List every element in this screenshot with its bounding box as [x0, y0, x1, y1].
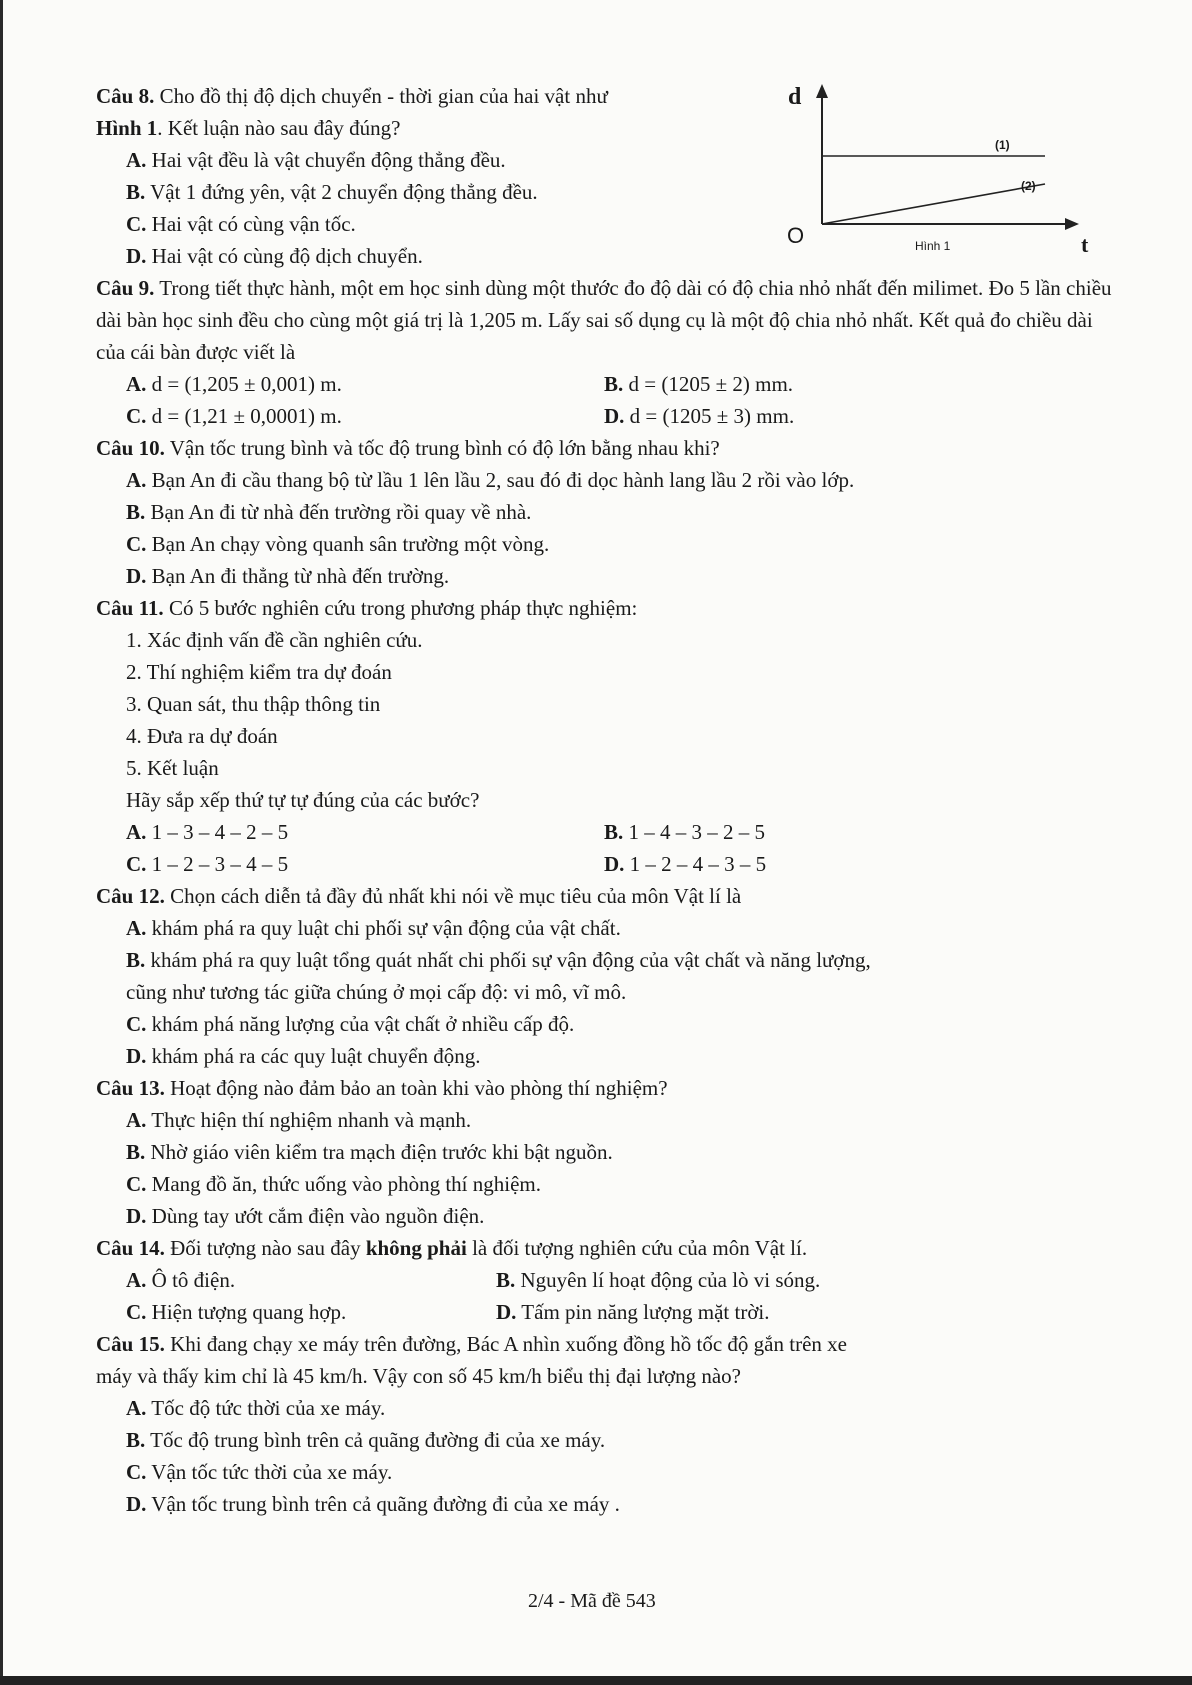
question-number: Câu 15.: [96, 1332, 165, 1356]
option-b[interactable]: B. Tốc độ trung bình trên cả quãng đường đi của xe máy.: [126, 1428, 606, 1452]
option-a[interactable]: A. Hai vật đều là vật chuyển động thẳng đều.: [126, 148, 506, 172]
option-a[interactable]: A. Tốc độ tức thời của xe máy.: [126, 1396, 386, 1420]
question-number: Câu 11.: [96, 596, 164, 620]
page-footer: 2/4 - Mã đề 543: [528, 1590, 656, 1612]
step-item: 5. Kết luận: [126, 756, 219, 780]
question-number: Câu 9.: [96, 276, 155, 300]
question-number: Câu 13.: [96, 1076, 165, 1100]
option-c[interactable]: C. Vận tốc tức thời của xe máy.: [126, 1460, 393, 1484]
question-number: Câu 14.: [96, 1236, 165, 1260]
question-number: Câu 8.: [96, 84, 155, 108]
question-8: [96, 80, 1121, 272]
question-text: Hoạt động nào đảm bảo an toàn khi vào phòng thí nghiệm?: [164, 1076, 668, 1100]
question-text: Có 5 bước nghiên cứu trong phương pháp thực nghiệm:: [163, 596, 638, 620]
question-text: máy và thấy kim chỉ là 45 km/h. Vậy con số 45 km/h biểu thị đại lượng nào?: [96, 1364, 741, 1388]
exam-page: [96, 80, 1121, 1520]
option-c[interactable]: C. khám phá năng lượng của vật chất ở nhiều cấp độ.: [126, 1012, 575, 1036]
question-text: Trong tiết thực hành, một em học sinh dùng một thước đo độ dài có độ chia nhỏ nhất đến milimet. Đo 5 lần chiều dài bàn học sinh đều cho cùng một giá trị là 1,205 m. Lấy sai số dụng cụ là một độ chia nhỏ nhất. Kết quả đo chiều dài của cái bàn được viết là: [96, 276, 1112, 364]
step-item: 3. Quan sát, thu thập thông tin: [126, 692, 381, 716]
question-text: Vận tốc trung bình và tốc độ trung bình có độ lớn bằng nhau khi?: [164, 436, 720, 460]
question-text: Khi đang chạy xe máy trên đường, Bác A nhìn xuống đồng hồ tốc độ gắn trên xe: [164, 1332, 847, 1356]
option-b[interactable]: B. Bạn An đi từ nhà đến trường rồi quay về nhà.: [126, 500, 532, 524]
option-b[interactable]: B. 1 – 4 – 3 – 2 – 5: [604, 820, 766, 844]
question-9: [96, 272, 1121, 432]
option-d[interactable]: D. Dùng tay ướt cắm điện vào nguồn điện.: [126, 1204, 485, 1228]
step-item: 4. Đưa ra dự đoán: [126, 724, 278, 748]
axis-x-label: t: [1081, 232, 1089, 256]
question-15: [96, 1328, 1121, 1520]
question-text: là đối tượng nghiên cứu của môn Vật lí.: [466, 1236, 808, 1260]
option-a[interactable]: A. Thực hiện thí nghiệm nhanh và mạnh.: [126, 1108, 472, 1132]
option-a[interactable]: A. 1 – 3 – 4 – 2 – 5: [126, 820, 289, 844]
option-d[interactable]: D. Vận tốc trung bình trên cả quãng đường đi của xe máy .: [126, 1492, 620, 1516]
option-b[interactable]: B. d = (1205 ± 2) mm.: [604, 372, 794, 396]
step-item: 1. Xác định vấn đề cần nghiên cứu.: [126, 628, 423, 652]
line-2-label: (2): [1021, 179, 1036, 193]
option-d[interactable]: D. Bạn An đi thẳng từ nhà đến trường.: [126, 564, 450, 588]
option-d[interactable]: D. d = (1205 ± 3) mm.: [604, 404, 795, 428]
question-11: [96, 592, 1121, 880]
question-10: [96, 432, 1121, 592]
question-text: . Kết luận nào sau đây đúng?: [157, 116, 401, 140]
question-12: [96, 880, 1121, 1072]
page-bottom-edge: [0, 1676, 1192, 1685]
question-number: Câu 12.: [96, 884, 165, 908]
figure-reference: Hình 1: [96, 116, 158, 140]
question-prompt: Hãy sắp xếp thứ tự tự đúng của các bước?: [126, 788, 480, 812]
emphasis-text: không phải: [365, 1236, 467, 1260]
option-c[interactable]: C. 1 – 2 – 3 – 4 – 5: [126, 852, 289, 876]
option-c[interactable]: C. d = (1,21 ± 0,0001) m.: [126, 404, 342, 428]
option-d[interactable]: D. Tấm pin năng lượng mặt trời.: [496, 1300, 770, 1324]
question-text: Cho đồ thị độ dịch chuyển - thời gian của hai vật như: [154, 84, 608, 108]
figure-caption: Hình 1: [915, 239, 951, 253]
option-d[interactable]: D. 1 – 2 – 4 – 3 – 5: [604, 852, 767, 876]
option-d[interactable]: D. khám phá ra các quy luật chuyển động.: [126, 1044, 481, 1068]
step-item: 2. Thí nghiệm kiểm tra dự đoán: [126, 660, 392, 684]
option-c[interactable]: C. Hiện tượng quang hợp.: [126, 1300, 347, 1324]
option-a[interactable]: A. d = (1,205 ± 0,001) m.: [126, 372, 342, 396]
option-b[interactable]: B. Nguyên lí hoạt động của lò vi sóng.: [496, 1268, 821, 1292]
option-b[interactable]: B. khám phá ra quy luật tổng quát nhất chi phối sự vận động của vật chất và năng lượng, cũng như tương tác giữa chúng ở mọi cấp độ: vi mô, vĩ mô.: [126, 948, 871, 1004]
option-d[interactable]: D. Hai vật có cùng độ dịch chuyển.: [126, 244, 423, 268]
option-c[interactable]: C. Hai vật có cùng vận tốc.: [126, 212, 356, 236]
page-edge: [0, 0, 3, 1685]
option-a[interactable]: A. Ô tô điện.: [126, 1268, 236, 1292]
question-text: Đối tượng nào sau đây: [164, 1236, 366, 1260]
option-a[interactable]: A. khám phá ra quy luật chi phối sự vận động của vật chất.: [126, 916, 621, 940]
question-13: [96, 1072, 1121, 1232]
option-b[interactable]: B. Nhờ giáo viên kiểm tra mạch điện trước khi bật nguồn.: [126, 1140, 613, 1164]
option-b[interactable]: B. Vật 1 đứng yên, vật 2 chuyển động thẳng đều.: [126, 180, 538, 204]
option-c[interactable]: C. Mang đồ ăn, thức uống vào phòng thí nghiệm.: [126, 1172, 542, 1196]
line-1-label: (1): [995, 138, 1010, 152]
option-c[interactable]: C. Bạn An chạy vòng quanh sân trường một vòng.: [126, 532, 550, 556]
axis-y-label: d: [788, 84, 802, 110]
origin-label: O: [787, 223, 805, 248]
option-a[interactable]: A. Bạn An đi cầu thang bộ từ lầu 1 lên lầu 2, sau đó đi dọc hành lang lầu 2 rồi vào lớp.: [126, 468, 855, 492]
question-text: Chọn cách diễn tả đầy đủ nhất khi nói về mục tiêu của môn Vật lí là: [164, 884, 742, 908]
question-14: [96, 1232, 1121, 1328]
question-number: Câu 10.: [96, 436, 165, 460]
